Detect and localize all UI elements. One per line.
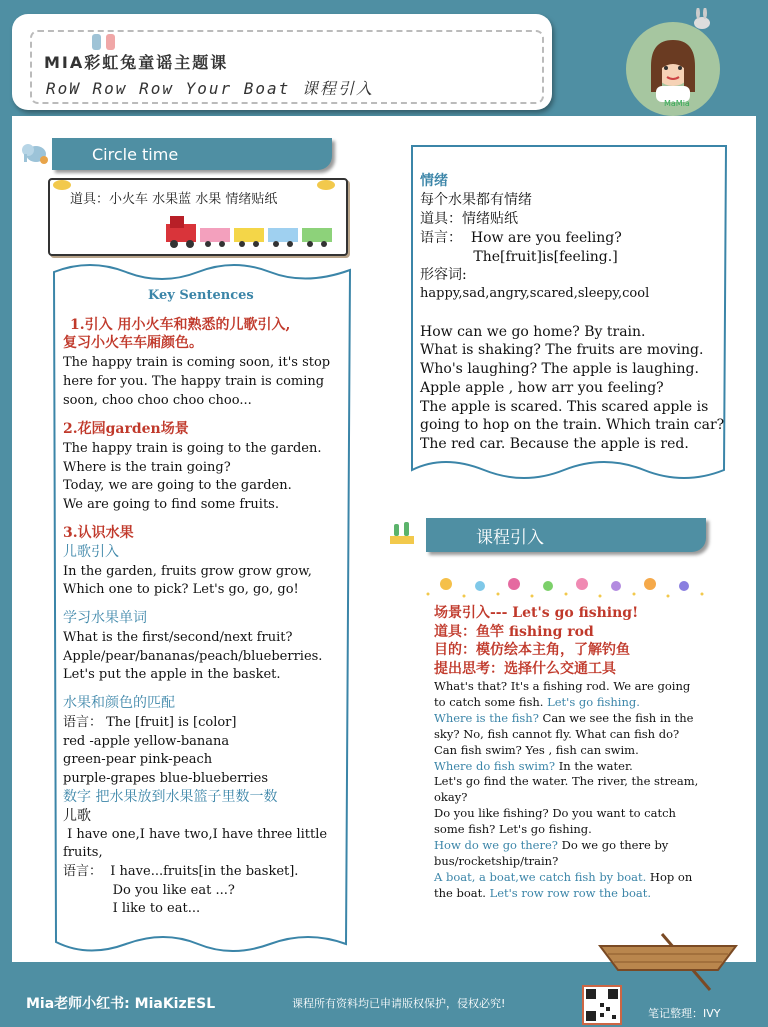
intro-line [434, 822, 724, 838]
vocab-title: 学习水果单词 [63, 610, 147, 626]
song-line: I have one,I have two,I have three little [63, 827, 328, 842]
intro-question: 提出思考：选择什么交通工具 [434, 661, 616, 677]
intro-line-segment: What's that? It's a fishing rod. We are going [434, 679, 691, 693]
intro-line-segment: some fish? Let's go fishing. [434, 822, 592, 837]
dialog-line: Apple apple , how arr you feeling? [420, 380, 664, 396]
match-line: green-pear pink-peach [63, 752, 213, 767]
vocab-line: Let's put the apple in the basket. [63, 667, 281, 682]
intro-line-segment: Can fish swim? Yes , fish can swim. [434, 742, 639, 757]
lemon-icon [316, 176, 336, 195]
section1-line: soon, choo choo choo choo... [63, 393, 252, 408]
count-title: 数字 把水果放到水果篮子里数一数 [63, 789, 278, 805]
song-line: I like to eat... [63, 901, 201, 916]
section2-line: Today, we are going to the garden. [63, 478, 292, 493]
intro-line-segment: bus/rocketship/train? [434, 853, 559, 868]
footer-copyright: 课程所有资料均已申请版权保护，侵权必究! [292, 997, 506, 1010]
section1-line: here for you. The happy train is coming [63, 374, 325, 389]
emotions-line: 道具：情绪贴纸 [420, 211, 518, 227]
circle-time-label: Circle time [92, 144, 179, 164]
emotions-title: 情绪 [420, 173, 448, 189]
section2-line: We are going to find some fruits. [63, 497, 279, 512]
intro-line-segment: Where is the fish? [434, 710, 539, 725]
section2-line: The happy train is going to the garden. [63, 441, 322, 456]
intro-body [434, 679, 724, 902]
circle-time-tab [52, 138, 332, 170]
intro-line-segment: A boat, a boat,we catch fish by boat. [434, 869, 647, 884]
intro-line [434, 727, 724, 743]
intro-goal: 目的：模仿绘本主角，了解钓鱼 [434, 642, 630, 658]
intro-line-segment: Can we see the fish in the [538, 710, 694, 725]
emotions-line: happy,sad,angry,scared,sleepy,cool [420, 286, 650, 301]
intro-scene: 场景引入--- Let's go fishing! [434, 605, 639, 621]
match-line: 语言： The [fruit] is [color] [63, 715, 237, 730]
section3-line: Which one to pick? Let's go, go, go! [63, 582, 299, 597]
intro-line-segment: Where do fish swim? [434, 758, 556, 773]
cactus-icon [386, 518, 418, 550]
balloon-icon [475, 581, 485, 591]
peg-icon [92, 34, 101, 50]
section3-title: 3.认识水果 [63, 525, 134, 541]
circle-time-props: 道具：小火车 水果蓝 水果 情绪贴纸 [70, 192, 278, 207]
intro-line-segment: Let's row row row the boat. [489, 885, 652, 900]
intro-line [434, 695, 724, 711]
section2-line: Where is the train going? [63, 460, 231, 475]
dialog-line: The apple is scared. This scared apple is [420, 399, 709, 415]
bunny-icon [690, 8, 714, 34]
intro-line [434, 743, 724, 759]
intro-line [434, 838, 724, 854]
intro-line-segment: to catch some fish. [434, 694, 548, 709]
teacher-logo [626, 22, 720, 116]
balloons-decoration [420, 574, 710, 604]
dialog-line: going to hop on the train. Which train car? [420, 417, 725, 433]
section1-title-a: 1.引入 用小火车和熟悉的儿歌引入, [70, 317, 291, 333]
peg-icon [106, 34, 115, 50]
intro-line-segment: okay? [434, 790, 468, 805]
intro-tab [426, 518, 706, 552]
song-title: 儿歌 [63, 808, 91, 824]
emotions-line: The[fruit]is[feeling.] [420, 249, 618, 265]
dialog-line: The red car. Because the apple is red. [420, 436, 689, 452]
section1-title-b: 复习小火车车厢颜色。 [63, 335, 203, 351]
intro-line-segment: How do we go there? [434, 838, 558, 853]
vocab-line: What is the first/second/next fruit? [63, 630, 293, 645]
intro-line-segment: Do we go there by [557, 838, 669, 853]
balloon-icon [611, 581, 621, 591]
song-line: Do you like eat ...? [63, 883, 235, 898]
intro-line-segment: the boat. [434, 885, 490, 900]
intro-line [434, 806, 724, 822]
course-subtitle: RoW Row Row Your Boat 课程引入 [46, 79, 374, 98]
intro-line [434, 759, 724, 775]
section3-line: In the garden, fruits grow grow grow, [63, 564, 312, 579]
balloon-icon [576, 578, 588, 590]
intro-line [434, 854, 724, 870]
elephant-icon [20, 140, 50, 170]
section2-title: 2.花园garden场景 [63, 421, 189, 437]
intro-line [434, 679, 724, 695]
intro-line [434, 711, 724, 727]
section1-line: The happy train is coming soon, it's stop [63, 355, 331, 370]
dialog-line: What is shaking? The fruits are moving. [420, 342, 704, 358]
emotions-line: 语言： How are you feeling? [420, 230, 622, 246]
footer-account: Mia老师小红书: MiaKizESL [26, 996, 216, 1012]
intro-line [434, 870, 724, 886]
vocab-line: Apple/pear/bananas/peach/blueberries. [63, 649, 323, 664]
song-line: 语言： I have...fruits[in the basket]. [63, 864, 299, 879]
footer-note-author: 笔记整理：IVY [648, 1007, 721, 1020]
balloon-icon [679, 581, 689, 591]
intro-line-segment: Do you like fishing? Do you want to catch [434, 806, 676, 821]
emotions-line: 每个水果都有情绪 [420, 192, 532, 208]
intro-props: 道具：鱼竿 fishing rod [434, 624, 594, 640]
emotions-line: 形容词: [420, 267, 467, 283]
balloon-icon [440, 578, 452, 590]
intro-line-segment: Let's go fishing. [547, 694, 640, 709]
train-icon [164, 214, 336, 254]
balloon-icon [644, 578, 656, 590]
match-line: purple-grapes blue-blueberries [63, 771, 269, 786]
dialog-line: Who's laughing? The apple is laughing. [420, 361, 699, 377]
intro-line [434, 790, 724, 806]
lemon-icon [52, 176, 72, 195]
intro-line [434, 886, 724, 902]
qr-code [582, 985, 622, 1025]
intro-line-segment: Let's go find the water. The river, the stream, [434, 774, 699, 789]
logo-text: MaMia [664, 99, 690, 108]
match-title: 水果和颜色的匹配 [63, 695, 175, 711]
intro-tab-label: 课程引入 [476, 527, 544, 548]
key-sentences-heading: Key Sentences [148, 288, 254, 303]
intro-line-segment: Hop on [646, 869, 693, 884]
intro-line-segment: In the water. [555, 758, 633, 773]
balloon-icon [508, 578, 520, 590]
song-line: fruits, [63, 845, 103, 860]
intro-line-segment: sky? No, fish cannot fly. What can fish do? [434, 726, 680, 741]
course-title: MIA彩虹兔童谣主题课 [44, 53, 229, 72]
intro-line [434, 774, 724, 790]
match-line: red -apple yellow-banana [63, 734, 230, 749]
balloon-icon [543, 581, 553, 591]
dialog-line: How can we go home? By train. [420, 324, 646, 340]
section3-sub: 儿歌引入 [63, 544, 119, 560]
